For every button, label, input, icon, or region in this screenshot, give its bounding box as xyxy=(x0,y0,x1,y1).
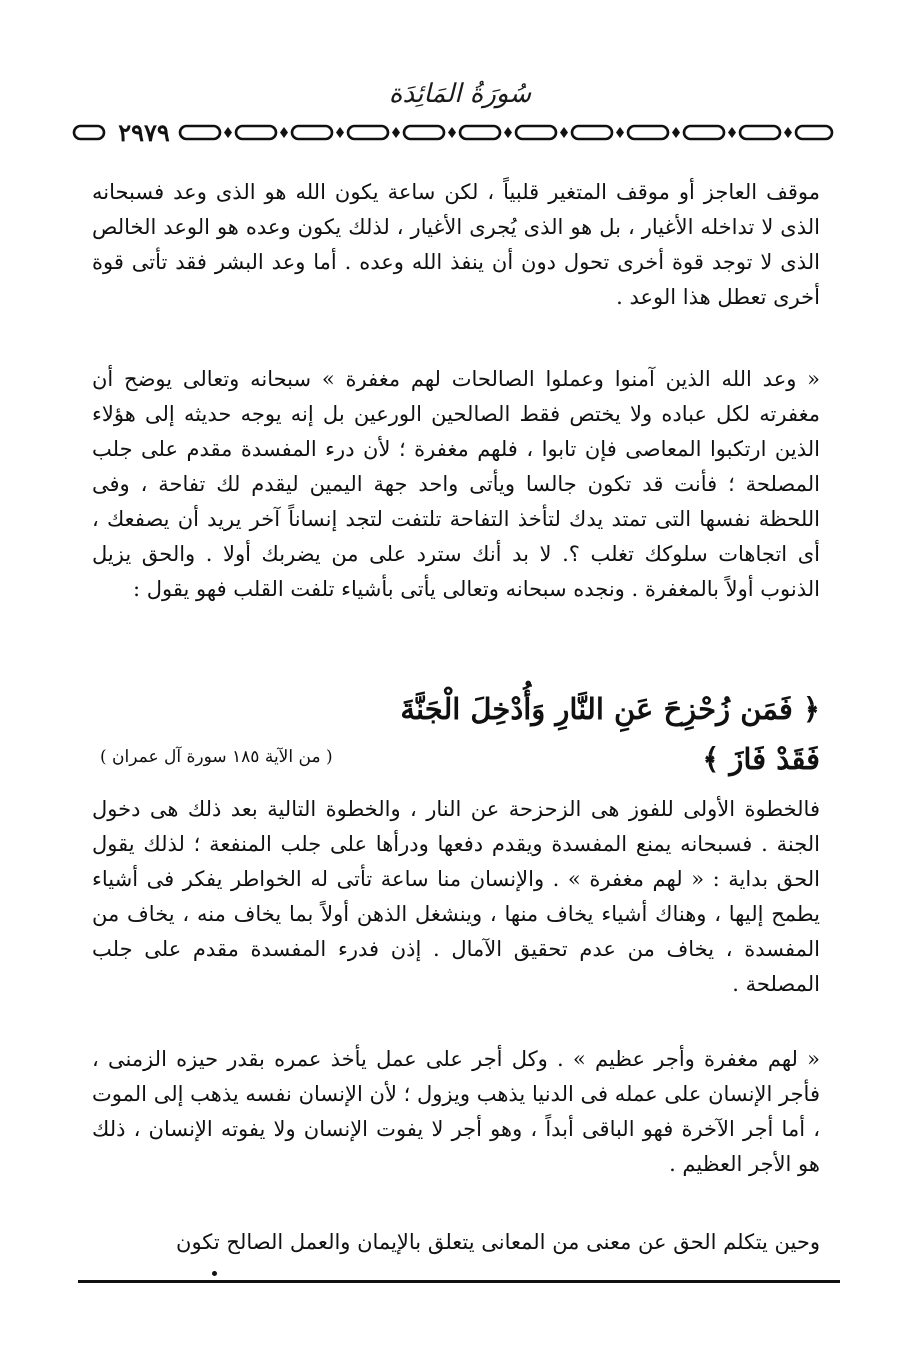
paragraph-text: موقف العاجز أو موقف المتغير قلبياً ، لكن ساعة يكون الله هو الذى وعد فسبحانه الذى لا تداخله الأغيار ، بل هو الذى يُجرى الأغيار ، لذلك يكون وعده هو الوعد الخالص الذى لا توجد قوة أخرى تحول دون أن ينفذ الله وعده . أما وعد البشر فقد تأتى قوة أخرى تعطل هذا الوعد . xyxy=(92,180,820,309)
paragraph-2 xyxy=(92,362,820,607)
paragraph-3 xyxy=(92,792,820,1002)
surah-title: سُورَةُ المَائِدَة xyxy=(388,79,532,109)
page-mark-dot xyxy=(212,1271,217,1276)
paragraph-5 xyxy=(92,1225,820,1260)
paragraph-1 xyxy=(92,175,820,315)
verse-citation: ( من الآية ١٨٥ سورة آل عمران ) xyxy=(100,747,333,767)
paragraph-text: وحين يتكلم الحق عن معنى من المعانى يتعلق بالإيمان والعمل الصالح تكون xyxy=(176,1230,820,1254)
header-ornament-band xyxy=(70,120,840,146)
bottom-rule xyxy=(78,1280,840,1283)
paragraph-text: فالخطوة الأولى للفوز هى الزحزحة عن النار ، والخطوة التالية بعد ذلك هى دخول الجنة . فسبحانه يمنع المفسدة ويقدم دفعها ودرأها على جلب المنفعة ؛ لذلك يقول الحق بداية : « لهم مغفرة » . والإنسان منا ساعة تأتى له الخواطر يفكر فى أشياء يطمح إليها ، وهناك أشياء يخاف منها ، وينشغل الذهن أولاً بما يخاف منه ، يخاف من المفسدة ، يخاف من عدم تحقيق الآمال . إذن فدرء المفسدة مقدم على جلب المصلحة . xyxy=(92,797,820,996)
paragraph-text: « وعد الله الذين آمنوا وعملوا الصالحات لهم مغفرة » سبحانه وتعالى يوضح أن مغفرته لكل عباده ولا يختص فقط الصالحين الورعين بل إنه يوجه حديثه إلى هؤلاء الذين ارتكبوا المعاصى فإن تابوا ، فلهم مغفرة ؛ لأن درء المفسدة مقدم على جلب المصلحة ؛ فأنت قد تكون جالسا ويأتى واحد جهة اليمين ليقدم لك تفاحة ، وفى اللحظة نفسها التى تمتد يدك لتأخذ التفاحة تلتفت لتجد إنساناً آخر يريد أن يصفعك ، أى اتجاهات سلوكك تغلب ؟. لا بد أنك سترد على من يضربك أولا . والحق يزيل الذنوب أولاً بالمغفرة . ونجده سبحانه وتعالى يأتى بأشياء تلفت القلب فهو يقول : xyxy=(92,367,820,601)
page-number: ٢٩٧٩ xyxy=(112,119,176,147)
paragraph-text: « لهم مغفرة وأجر عظيم » . وكل أجر على عمل يأخذ عمره بقدر حيزه الزمنى ، فأجر الإنسان على عمله فى الدنيا يذهب ويزول ؛ لأن الإنسان نفسه يذهب إلى الموت ، أما أجر الآخرة فهو الباقى أبداً ، وهو أجر لا يفوت الإنسان ولا يفوته الإنسان ، ذلك هو الأجر العظيم . xyxy=(92,1047,820,1176)
quran-verse: ﴿ فَمَن زُحْزِحَ عَنِ النَّارِ وَأُدْخِلَ الْجَنَّةَ فَقَدْ فَازَ ﴾ xyxy=(400,692,820,776)
paragraph-4 xyxy=(92,1042,820,1182)
